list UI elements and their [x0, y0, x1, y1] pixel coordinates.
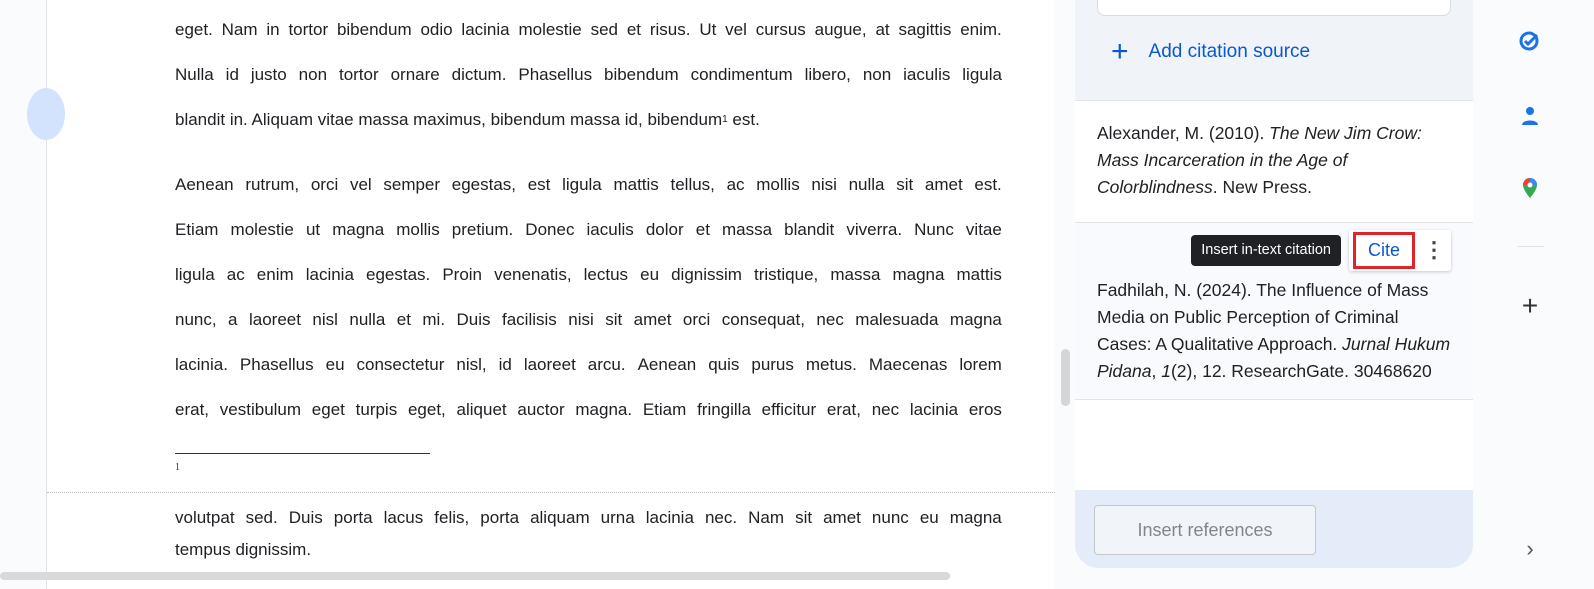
word: eget, — [407, 400, 446, 419]
word: vitae — [965, 220, 1002, 239]
word: molestie — [230, 220, 294, 239]
side-rail — [1510, 0, 1550, 589]
word: Etiam — [175, 220, 219, 239]
word: lectus — [583, 265, 629, 284]
citation-text: . New Press. — [1212, 177, 1312, 197]
word: Ut — [699, 20, 717, 39]
word: ligula — [175, 265, 215, 284]
word: est — [527, 175, 551, 194]
word: eget — [311, 400, 345, 419]
word: libero, — [804, 65, 851, 84]
rail-divider — [1518, 246, 1544, 247]
page-break — [47, 492, 1055, 493]
tasks-icon[interactable] — [1518, 28, 1542, 52]
word: at — [875, 20, 890, 39]
add-citation-source-button[interactable] — [1111, 35, 1311, 68]
word: iaculis — [586, 220, 634, 239]
doc-line — [175, 110, 1002, 130]
word: Phasellus — [239, 355, 314, 374]
word: nisi — [568, 310, 594, 329]
add-addon-button[interactable]: + — [1521, 290, 1539, 321]
word: nunc — [871, 508, 909, 527]
word: viverra. — [846, 220, 903, 239]
word: aliquam — [530, 508, 590, 527]
word: pretium. — [451, 220, 514, 239]
word: sit — [795, 508, 813, 527]
word: id — [498, 355, 512, 374]
word: Nulla — [175, 65, 214, 84]
doc-line — [175, 400, 1002, 420]
word: lacinia — [645, 508, 694, 527]
word: Donec — [525, 220, 575, 239]
doc-line — [175, 265, 1002, 285]
word: ac — [226, 265, 245, 284]
doc-line — [175, 220, 1002, 240]
word: metus. — [805, 355, 857, 374]
word: bibendum — [604, 65, 679, 84]
word: Proin — [442, 265, 482, 284]
doc-line: tempus dignissim. — [175, 540, 312, 559]
cite-button[interactable]: Cite — [1353, 232, 1415, 269]
word: urna — [600, 508, 635, 527]
word: cursus — [755, 20, 806, 39]
more-options-icon[interactable]: ⋮ — [1423, 237, 1445, 262]
word: Phasellus — [518, 65, 593, 84]
word: et — [695, 220, 710, 239]
word: mollis — [396, 220, 440, 239]
maps-icon[interactable] — [1518, 176, 1542, 200]
word: lacinia — [909, 400, 959, 419]
document-page[interactable] — [46, 0, 1054, 589]
word: Nam — [748, 508, 785, 527]
side-button[interactable] — [27, 88, 65, 140]
word: lorem — [959, 355, 1002, 374]
doc-line — [175, 175, 1002, 195]
word: nulla — [349, 310, 386, 329]
word: purus — [751, 355, 794, 374]
word: tellus, — [670, 175, 715, 194]
word: tortor — [288, 20, 329, 39]
citation-text: (2), 12. ResearchGate. 30468620 — [1170, 361, 1432, 381]
word: nisl, — [456, 355, 487, 374]
horizontal-scrollbar[interactable] — [0, 572, 950, 580]
word: ligula — [962, 65, 1002, 84]
word: tristique, — [754, 265, 819, 284]
citation-text: , — [1151, 361, 1162, 381]
word: lacus — [383, 508, 424, 527]
footnote-separator — [175, 453, 430, 454]
doc-line — [175, 65, 1002, 85]
word: non — [298, 65, 328, 84]
word: sit — [896, 175, 914, 194]
word: consectetur — [356, 355, 445, 374]
word: tortor — [338, 65, 379, 84]
word: condimentum — [690, 65, 793, 84]
word: amet — [633, 310, 672, 329]
word: lacinia — [305, 265, 354, 284]
word: et — [626, 20, 642, 39]
word: malesuada — [855, 310, 939, 329]
word: magna — [892, 265, 945, 284]
word: mollis — [756, 175, 800, 194]
citation-text: Alexander, M. (2010). — [1097, 123, 1270, 143]
word: vel — [349, 175, 372, 194]
word: venenatis, — [494, 265, 572, 284]
word: iaculis — [903, 65, 951, 84]
word: Duis — [288, 508, 323, 527]
word: nec. — [704, 508, 738, 527]
vertical-scrollbar[interactable] — [1061, 349, 1070, 406]
word: lacinia — [461, 20, 510, 39]
word: ligula — [562, 175, 602, 194]
tooltip: Insert in-text citation — [1191, 235, 1341, 266]
word: massa — [830, 265, 881, 284]
word: laoreet — [248, 310, 301, 329]
citation-body — [1097, 277, 1451, 385]
doc-text: est. — [727, 110, 760, 129]
word: in — [266, 20, 280, 39]
doc-text: blandit in. Aliquam vitae massa maximus, bibendum massa id, bibendum — [175, 110, 723, 129]
word: Nunc — [914, 220, 954, 239]
word: et — [396, 310, 411, 329]
word: nisl — [312, 310, 338, 329]
word: amet — [823, 508, 861, 527]
word: bibendum — [336, 20, 412, 39]
word: id — [225, 65, 239, 84]
citation-journal: Jurnal Hukum Pidana — [1097, 334, 1451, 381]
word: a — [228, 310, 238, 329]
word: aliquet — [456, 400, 507, 419]
word: blandit — [784, 220, 835, 239]
word: nunc, — [175, 310, 217, 329]
doc-line — [175, 355, 1002, 375]
citation-actions-row — [1097, 229, 1451, 271]
word: vestibulum — [219, 400, 302, 419]
word: ut — [305, 220, 321, 239]
word: semper — [383, 175, 441, 194]
word: Duis — [456, 310, 491, 329]
citation-actions — [1349, 230, 1451, 271]
word: auctor — [517, 400, 565, 419]
word: ornare — [390, 65, 440, 84]
panel-empty-area — [1075, 399, 1473, 490]
doc-line — [175, 20, 1002, 40]
word: orci — [310, 175, 339, 194]
panel-footer — [1075, 490, 1473, 568]
citation-entry[interactable] — [1075, 222, 1473, 400]
word: nec — [816, 310, 844, 329]
word: turpis — [355, 400, 398, 419]
word: magna — [949, 310, 1002, 329]
word: nec — [871, 400, 900, 419]
word: eros — [968, 400, 1002, 419]
citation-search-field[interactable] — [1097, 0, 1451, 16]
word: justo — [250, 65, 287, 84]
citation-entry[interactable] — [1075, 100, 1473, 222]
word: volutpat — [175, 508, 235, 527]
word: nulla — [848, 175, 885, 194]
word: sagittis — [898, 20, 952, 39]
word: egestas, — [451, 175, 516, 194]
word: mi. — [422, 310, 446, 329]
word: eget. — [175, 20, 213, 39]
word: fringilla — [697, 400, 751, 419]
word: sed. — [245, 508, 278, 527]
word: lacinia. — [175, 355, 228, 374]
word: est. — [974, 175, 1002, 194]
word: Maecenas — [868, 355, 948, 374]
word: molestie — [518, 20, 582, 39]
add-citation-label: Add citation source — [1148, 41, 1311, 62]
word: porta — [333, 508, 373, 527]
word: amet — [924, 175, 963, 194]
word: eu — [919, 508, 939, 527]
word: dolor — [645, 220, 684, 239]
word: ac — [726, 175, 745, 194]
word: orci — [682, 310, 711, 329]
word: odio — [420, 20, 453, 39]
word: sit — [605, 310, 623, 329]
word: consequat, — [721, 310, 805, 329]
word: eu — [325, 355, 345, 374]
plus-icon: + — [1111, 35, 1129, 68]
word: sed — [590, 20, 619, 39]
expand-panel-icon[interactable]: › — [1526, 536, 1534, 561]
citations-panel — [1075, 0, 1473, 568]
footnote-number: 1 — [175, 462, 180, 473]
word: mattis — [613, 175, 659, 194]
insert-references-button[interactable]: Insert references — [1094, 505, 1316, 555]
word: dictum. — [451, 65, 507, 84]
word: magna. — [575, 400, 633, 419]
word: Aenean — [175, 175, 234, 194]
word: vel — [725, 20, 747, 39]
word: enim — [256, 265, 294, 284]
word: nisi — [811, 175, 837, 194]
word: massa — [722, 220, 773, 239]
word: erat, — [175, 400, 210, 419]
word: egestas. — [365, 265, 431, 284]
doc-line — [175, 508, 1002, 528]
word: felis, — [434, 508, 470, 527]
word: erat, — [826, 400, 861, 419]
citation-volume: 1 — [1161, 361, 1171, 381]
word: arcu. — [587, 355, 626, 374]
word: mattis — [956, 265, 1002, 284]
citation-title: The New Jim Crow: Mass Incarceration in the Age of Colorblindness — [1097, 123, 1422, 197]
word: Nam — [221, 20, 258, 39]
footnote-ref[interactable]: 1 — [722, 114, 728, 125]
word: augue, — [814, 20, 867, 39]
word: risus. — [649, 20, 691, 39]
word: Etiam — [642, 400, 687, 419]
word: facilisis — [501, 310, 557, 329]
word: laoreet — [523, 355, 576, 374]
word: eu — [640, 265, 660, 284]
citation-text: Fadhilah, N. (2024). The Influence of Mass Media on Public Perception of Criminal Cases: A Qualitative Approach. — [1097, 280, 1429, 354]
word: magna — [949, 508, 1002, 527]
word: enim. — [960, 20, 1002, 39]
word: quis — [708, 355, 740, 374]
word: magna — [332, 220, 385, 239]
doc-line — [175, 310, 1002, 330]
word: non — [862, 65, 892, 84]
word: efficitur — [761, 400, 817, 419]
contacts-icon[interactable] — [1518, 104, 1542, 128]
word: dignissim — [671, 265, 742, 284]
word: rutrum, — [245, 175, 300, 194]
word: Aenean — [637, 355, 697, 374]
word: porta — [480, 508, 520, 527]
